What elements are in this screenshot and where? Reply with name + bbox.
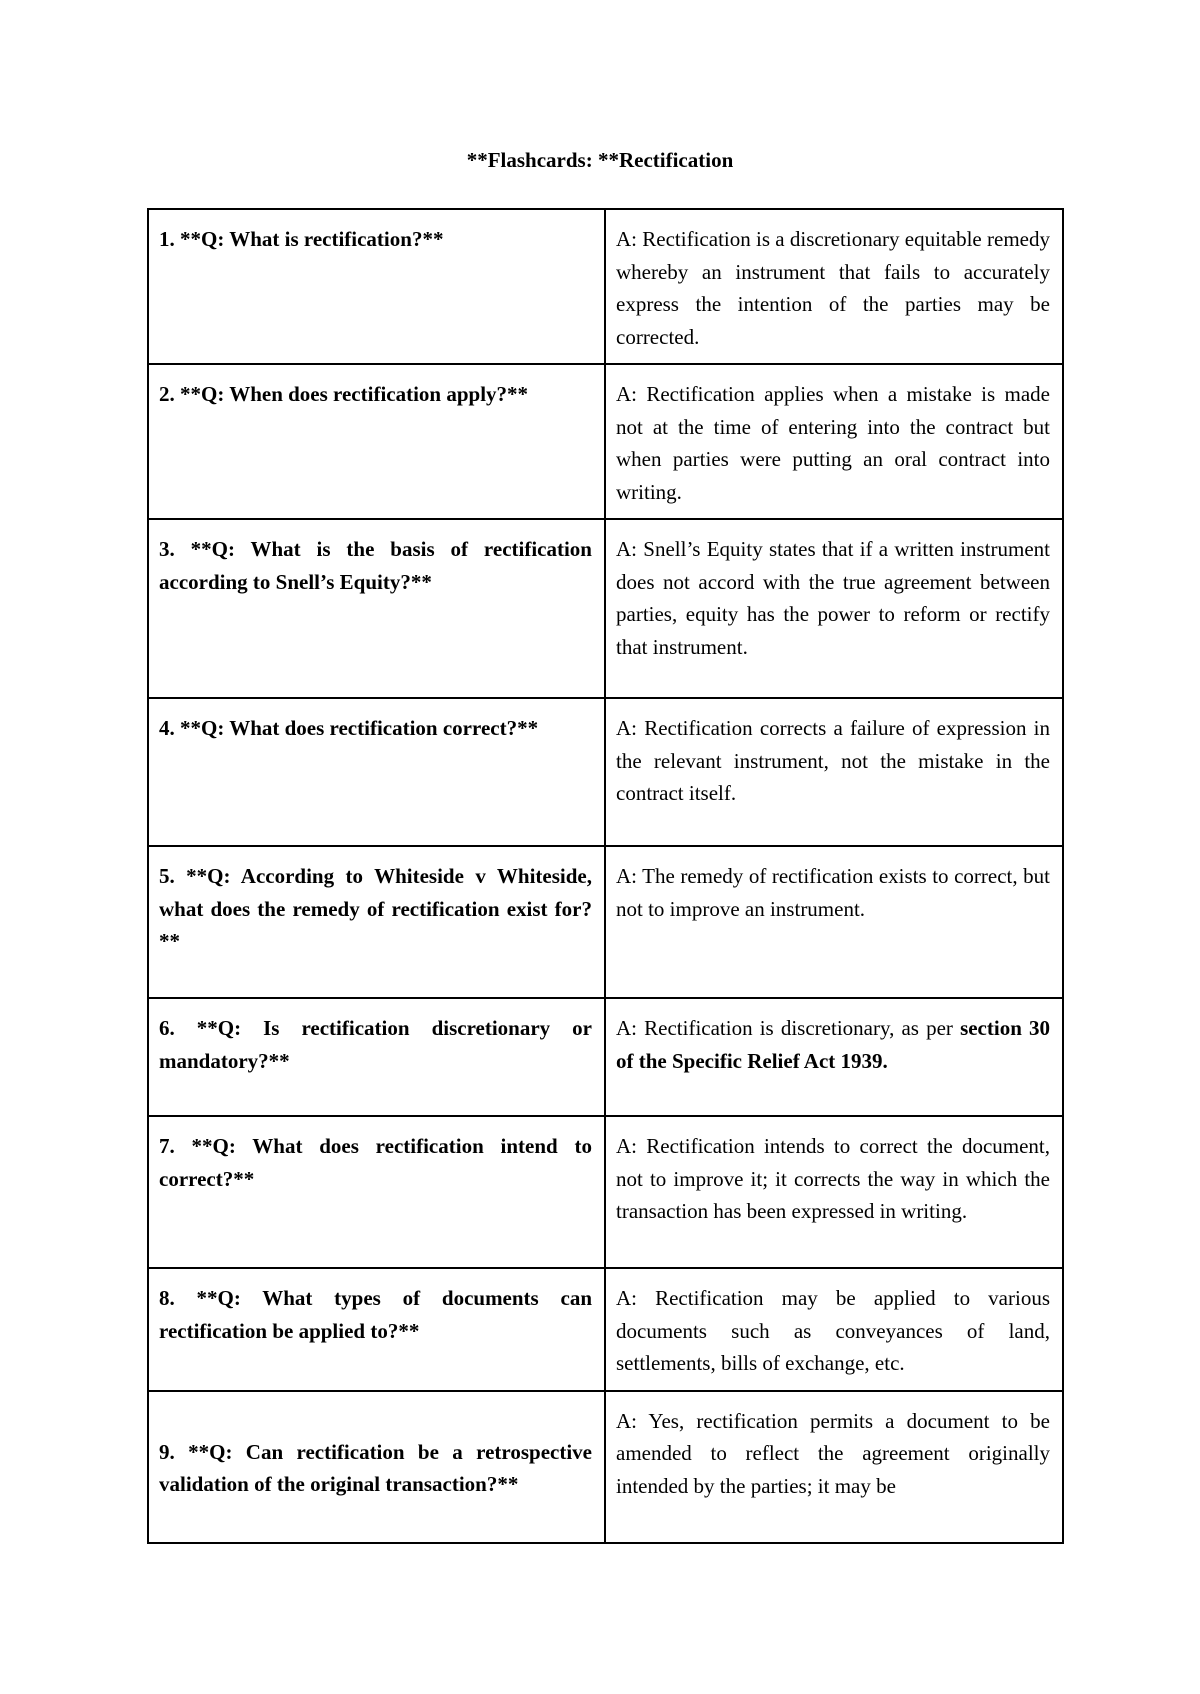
- flashcard-row: [148, 1268, 1063, 1391]
- answer-cell: A: Rectification may be applied to various documents such as conveyances of land, settlements, bills of exchange, etc.: [605, 1268, 1063, 1391]
- flashcard-row: [148, 846, 1063, 998]
- answer-cell: A: The remedy of rectification exists to correct, but not to improve an instrument.: [605, 846, 1063, 998]
- statute-reference: section 30 of the Specific Relief Act 1939.: [616, 1016, 1051, 1073]
- answer-cell: A: Snell’s Equity states that if a written instrument does not accord with the true agreement between parties, equity has the power to reform or rectify that instrument.: [605, 519, 1063, 698]
- answer-cell: A: Yes, rectification permits a document to be amended to reflect the agreement originally intended by the parties; it may be: [605, 1391, 1063, 1543]
- question-cell: 9. **Q: Can rectification be a retrospective validation of the original transaction?**: [148, 1391, 605, 1543]
- question-cell: 5. **Q: According to Whiteside v Whiteside, what does the remedy of rectification exist for?**: [148, 846, 605, 998]
- flashcard-row: [148, 519, 1063, 698]
- answer-cell: A: Rectification applies when a mistake is made not at the time of entering into the contract but when parties were putting an oral contract into writing.: [605, 364, 1063, 519]
- question-cell: 8. **Q: What types of documents can rectification be applied to?**: [148, 1268, 605, 1391]
- question-cell: 6. **Q: Is rectification discretionary or mandatory?**: [148, 998, 605, 1116]
- flashcards-table: [147, 208, 1064, 1544]
- answer-cell: A: Rectification intends to correct the document, not to improve it; it corrects the way in which the transaction has been expressed in writing.: [605, 1116, 1063, 1268]
- answer-cell: A: Rectification corrects a failure of expression in the relevant instrument, not the mistake in the contract itself.: [605, 698, 1063, 846]
- flashcard-row: [148, 1391, 1063, 1543]
- question-cell: 4. **Q: What does rectification correct?**: [148, 698, 605, 846]
- answer-text: A: Rectification is discretionary, as per: [616, 1016, 953, 1040]
- answer-cell: [605, 998, 1063, 1116]
- flashcard-row: [148, 1116, 1063, 1268]
- flashcard-row: [148, 209, 1063, 364]
- flashcard-row: [148, 998, 1063, 1116]
- answer-cell: A: Rectification is a discretionary equitable remedy whereby an instrument that fails to accurately express the intention of the parties may be corrected.: [605, 209, 1063, 364]
- question-cell: 7. **Q: What does rectification intend to correct?**: [148, 1116, 605, 1268]
- flashcard-row: [148, 364, 1063, 519]
- question-cell: 2. **Q: When does rectification apply?**: [148, 364, 605, 519]
- flashcard-row: [148, 698, 1063, 846]
- page-title: **Flashcards: **Rectification: [466, 148, 734, 172]
- question-cell: 1. **Q: What is rectification?**: [148, 209, 605, 364]
- question-cell: 3. **Q: What is the basis of rectification according to Snell’s Equity?**: [148, 519, 605, 698]
